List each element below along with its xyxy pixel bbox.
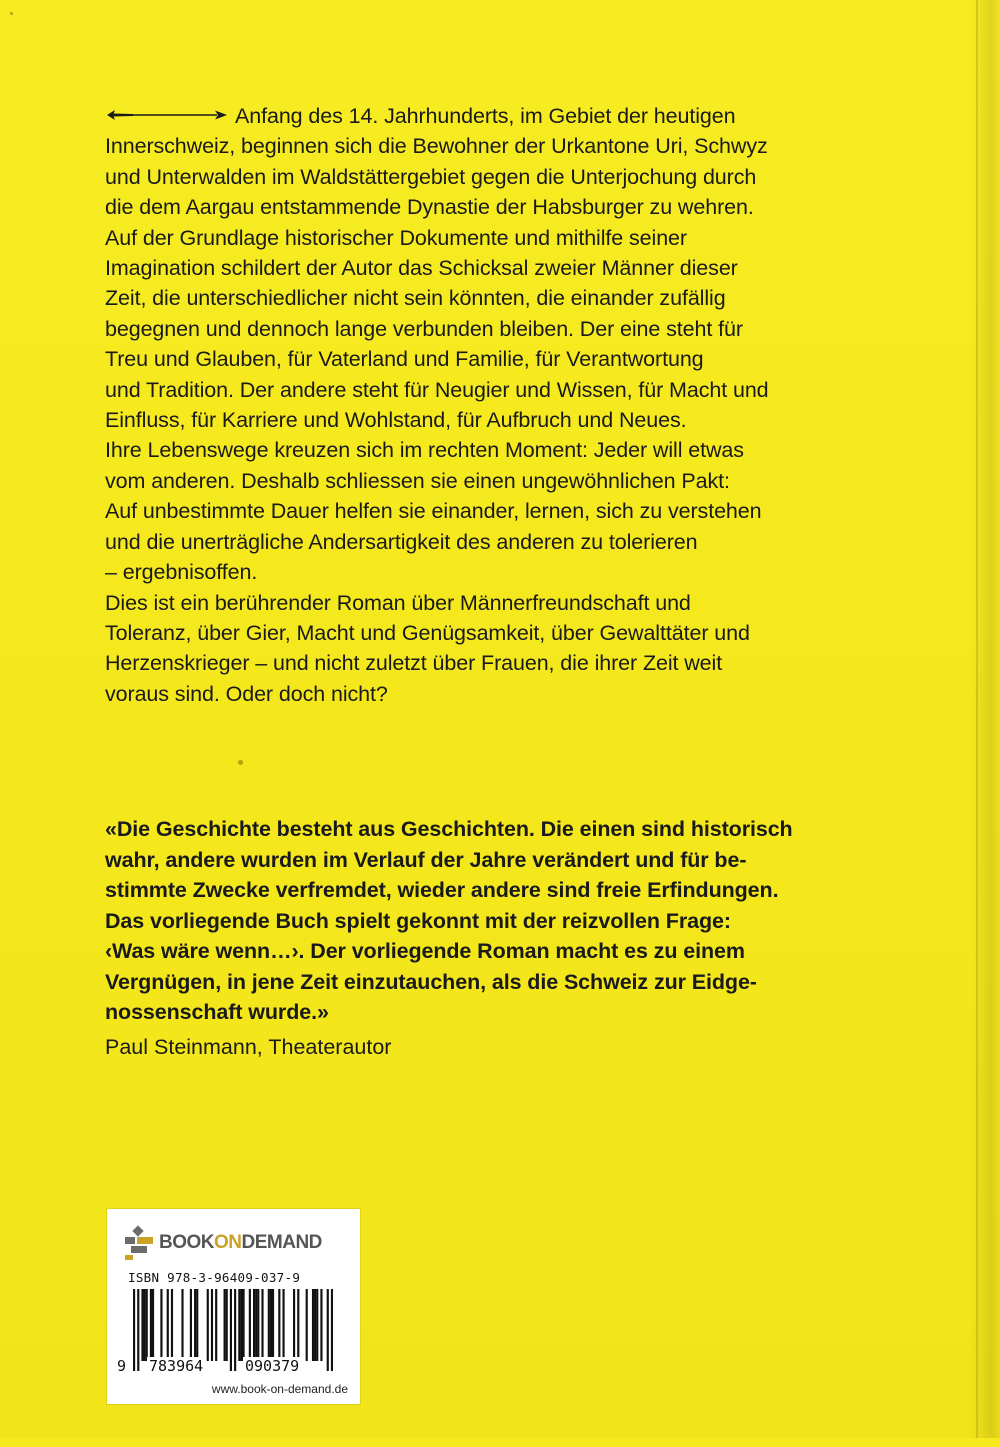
- blurb-line: Herzenskrieger – und nicht zuletzt über Frauen, die ihrer Zeit weit: [105, 651, 723, 676]
- barcode-bar: [144, 1289, 146, 1361]
- blurb-line: begegnen und dennoch lange verbunden bleiben. Der eine steht für: [105, 316, 743, 341]
- barcode-bar: [141, 1289, 143, 1361]
- review-quote: [105, 814, 885, 1028]
- blurb-line: Auf unbestimmte Dauer helfen sie einander, lernen, sich zu verstehen: [105, 499, 762, 524]
- quote-line: Vergnügen, in jene Zeit einzutauchen, als die Schweiz zur Eidge-: [105, 969, 757, 994]
- barcode-bar: [320, 1289, 322, 1361]
- barcode-bar: [171, 1289, 173, 1361]
- barcode-bar: [230, 1289, 232, 1371]
- barcode-bar: [146, 1289, 148, 1361]
- arrow-icon: [105, 108, 229, 122]
- barcode-bar: [297, 1289, 299, 1361]
- barcode-bar: [207, 1289, 209, 1361]
- blurb-line: Zeit, die unterschiedlicher nicht sein könnten, die einander zufällig: [105, 286, 726, 311]
- barcode-bar: [253, 1289, 255, 1361]
- barcode-bar: [282, 1289, 284, 1361]
- quote-attribution: Paul Steinmann, Theaterautor: [105, 1035, 392, 1059]
- logo-text-demand: DEMAND: [241, 1232, 322, 1253]
- barcode-bar: [314, 1289, 316, 1361]
- blurb-line: Einfluss, für Karriere und Wohlstand, für Aufbruch und Neues.: [105, 408, 687, 433]
- blurb-line: voraus sind. Oder doch nicht?: [105, 681, 388, 706]
- barcode-label: [107, 1209, 360, 1404]
- blurb-line: Dies ist ein berührender Roman über Männerfreundschaft und: [105, 590, 691, 615]
- barcode-digits-right: 090379: [245, 1357, 300, 1375]
- quote-line: «Die Geschichte besteht aus Geschichten. Die einen sind historisch: [105, 817, 793, 841]
- quote-line: nossenschaft wurde.»: [105, 1000, 329, 1024]
- barcode-bar: [196, 1289, 198, 1361]
- barcode-bar: [272, 1289, 274, 1361]
- blurb-line: – ergebnisoffen.: [105, 560, 258, 585]
- barcode-bar: [316, 1289, 318, 1361]
- barcode-bar: [249, 1289, 251, 1361]
- barcode-bar: [270, 1289, 272, 1361]
- quote-line: Das vorliegende Buch spielt gekonnt mit der reizvollen Frage:: [105, 908, 731, 933]
- logo-text-book: BOOK: [159, 1232, 214, 1253]
- barcode-bar: [160, 1289, 162, 1361]
- barcode-digit-first: 9: [117, 1357, 127, 1375]
- barcode-bar: [215, 1289, 217, 1361]
- barcode-bar: [190, 1289, 192, 1361]
- barcode-bar: [167, 1289, 169, 1361]
- barcode-digits-left: 783964: [149, 1357, 204, 1375]
- barcode-bar: [312, 1289, 314, 1361]
- isbn-text: ISBN 978-3-96409-037-9: [128, 1270, 301, 1285]
- barcode-bar: [278, 1289, 280, 1361]
- blurb-line-text: Anfang des 14. Jahrhunderts, im Gebiet der heutigen: [235, 104, 736, 128]
- blurb-line: Treu und Glauben, für Vaterland und Familie, für Verantwortung: [105, 347, 704, 372]
- spine-shadow: [970, 0, 1000, 1438]
- blurb-line: Imagination schildert der Autor das Schicksal zweier Männer dieser: [105, 256, 738, 281]
- print-speck: [238, 760, 243, 765]
- barcode-bar: [306, 1289, 308, 1361]
- blurb-line: und Tradition. Der andere steht für Neugier und Wissen, für Macht und: [105, 377, 769, 402]
- blurb-line: und Unterwalden im Waldstättergebiet gegen die Unterjochung durch: [105, 164, 757, 189]
- publisher-logo: [121, 1225, 322, 1261]
- barcode-bar: [181, 1289, 183, 1361]
- blurb-line: die dem Aargau entstammende Dynastie der Habsburger zu wehren.: [105, 195, 754, 220]
- blurb-line: Ihre Lebenswege kreuzen sich im rechten Moment: Jeder will etwas: [105, 438, 744, 463]
- barcode-bar: [331, 1289, 333, 1371]
- book-on-demand-logo-icon: [121, 1225, 157, 1261]
- barcode-bar: [224, 1289, 226, 1361]
- blurb-line: [105, 101, 885, 131]
- quote-line: stimmte Zwecke verfremdet, wieder andere sind freie Erfindungen.: [105, 878, 779, 902]
- barcode-bar: [226, 1289, 228, 1361]
- blurb-text: [105, 101, 885, 709]
- barcode-bar: [257, 1289, 259, 1361]
- publisher-name: [159, 1232, 322, 1254]
- barcode-bar: [255, 1289, 257, 1361]
- logo-text-on: ON: [214, 1232, 242, 1253]
- barcode-bar: [234, 1289, 236, 1371]
- barcode-bar: [261, 1289, 263, 1361]
- barcode-bar: [152, 1289, 154, 1361]
- barcode-bar: [293, 1289, 295, 1361]
- blurb-line: Innerschweiz, beginnen sich die Bewohner der Urkantone Uri, Schwyz: [105, 134, 768, 159]
- barcode-bar: [242, 1289, 244, 1361]
- blurb-line: und die unerträgliche Andersartigkeit des anderen zu tolerieren: [105, 529, 698, 554]
- barcode-bar: [238, 1289, 240, 1361]
- barcode-bar: [194, 1289, 196, 1361]
- spine-fold-line: [976, 0, 978, 1438]
- barcode-bar: [327, 1289, 329, 1371]
- publisher-url: www.book-on-demand.de: [211, 1382, 348, 1396]
- blurb-line: vom anderen. Deshalb schliessen sie einen ungewöhnlichen Pakt:: [105, 468, 730, 493]
- print-speck: [10, 12, 13, 15]
- quote-line: ‹Was wäre wenn…›. Der vorliegende Roman macht es zu einem: [105, 939, 745, 963]
- quote-line: wahr, andere wurden im Verlauf der Jahre verändert und für be-: [105, 847, 747, 872]
- barcode-bar: [211, 1289, 213, 1361]
- barcode-bar: [150, 1289, 152, 1361]
- barcode-bar: [240, 1289, 242, 1361]
- blurb-line: Toleranz, über Gier, Macht und Genügsamkeit, über Gewalttäter und: [105, 620, 750, 645]
- barcode-bar: [268, 1289, 270, 1361]
- blurb-line: Auf der Grundlage historischer Dokumente und mithilfe seiner: [105, 225, 687, 250]
